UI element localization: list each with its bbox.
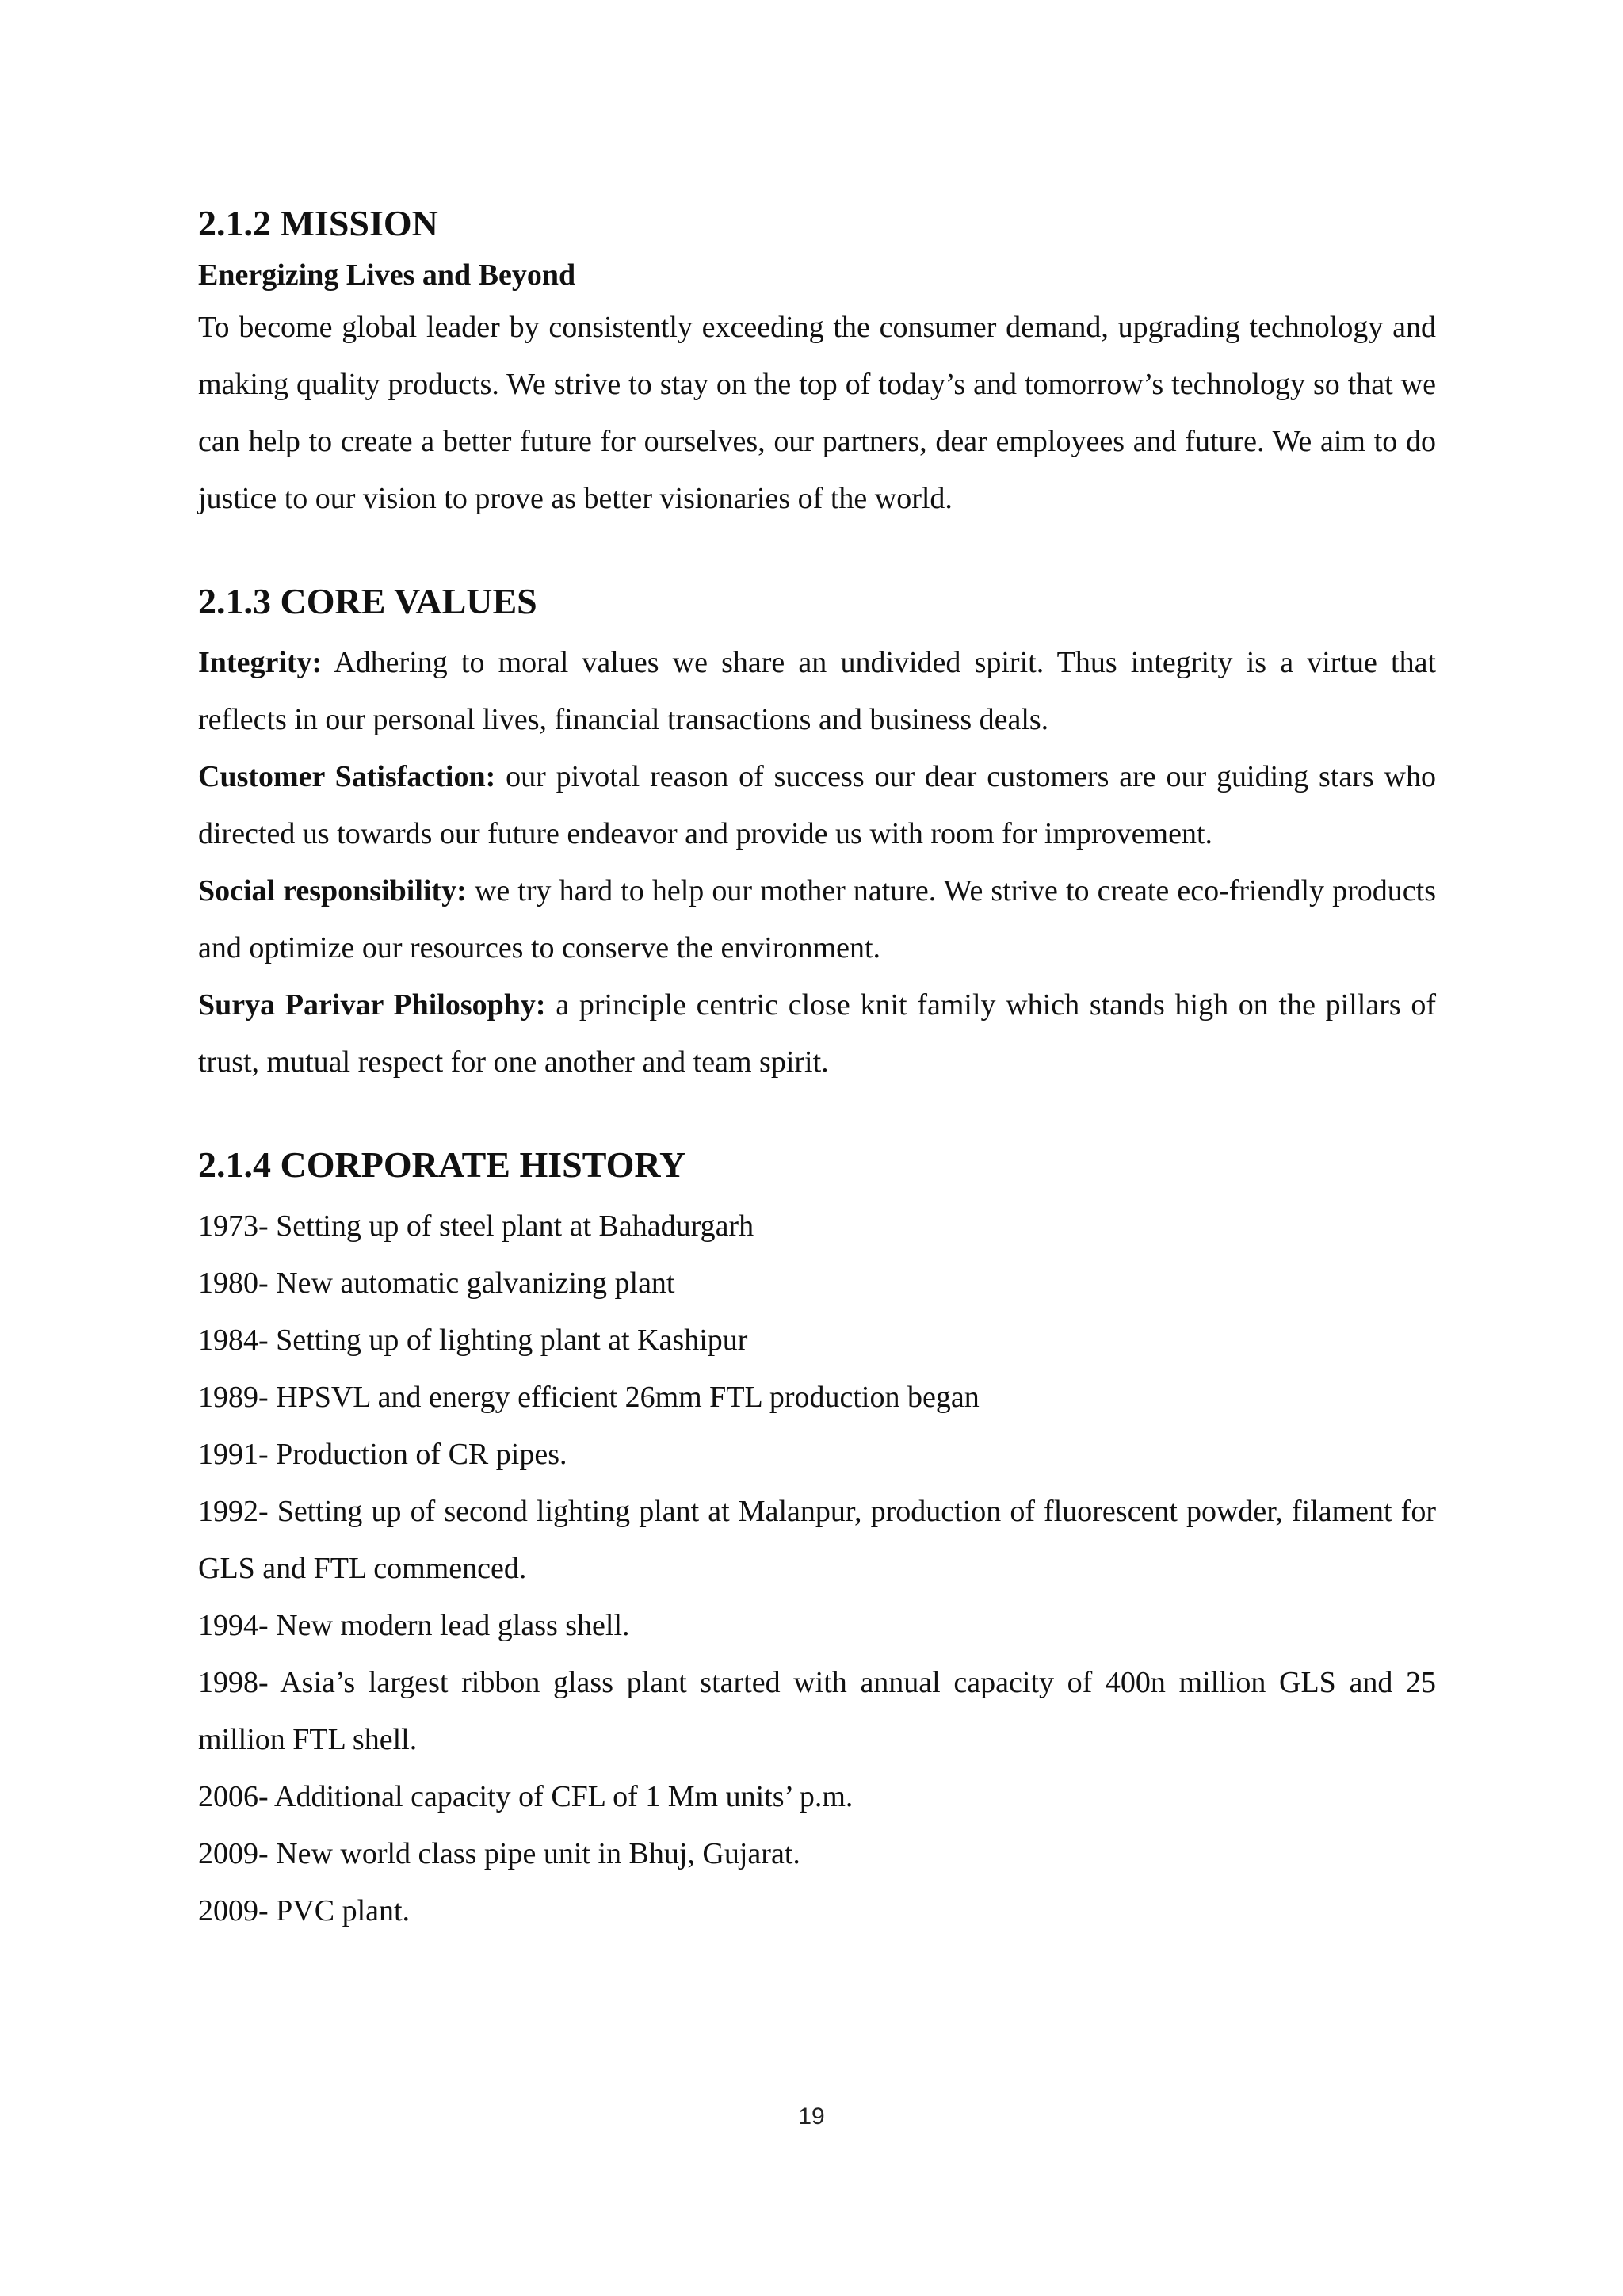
history-item: 1991- Production of CR pipes. xyxy=(198,1437,567,1471)
mission-heading: 2.1.2 MISSION xyxy=(198,203,438,243)
core-value-customer-satisfaction xyxy=(198,748,1436,862)
core-value-label: Social responsibility: xyxy=(198,873,467,907)
mission-section xyxy=(198,201,1436,527)
corporate-history-heading: 2.1.4 CORPORATE HISTORY xyxy=(198,1144,686,1185)
mission-tagline: Energizing Lives and Beyond xyxy=(198,258,576,292)
mission-paragraph: To become global leader by consistently exceeding the consumer demand, upgrading technology and making quality products. We strive to stay on the top of today’s and tomorrow’s technology so that we can help to create a better future for ourselves, our partners, dear employees and future. We aim to do justice to our vision to prove as better visionaries of the world. xyxy=(198,310,1436,515)
history-item: 1980- New automatic galvanizing plant xyxy=(198,1266,675,1300)
core-value-text: Adhering to moral values we share an undivided spirit. Thus integrity is a virtue that reflects in our personal lives, financial transactions and business deals. xyxy=(198,645,1436,736)
core-values-section xyxy=(198,579,1436,1091)
section-spacer xyxy=(198,1091,1436,1143)
history-item: 1973- Setting up of steel plant at Bahadurgarh xyxy=(198,1209,754,1243)
core-value-label: Customer Satisfaction: xyxy=(198,759,496,793)
history-item: 1998- Asia’s largest ribbon glass plant started with annual capacity of 400n million GLS and 25 million FTL shell. xyxy=(198,1665,1436,1756)
corporate-history-section xyxy=(198,1143,1436,1939)
core-value-text: a principle centric close knit family which stands high on the pillars of trust, mutual respect for one another and team spirit. xyxy=(198,988,1437,1079)
page-number: 19 xyxy=(798,2103,825,2130)
core-values-heading: 2.1.3 CORE VALUES xyxy=(198,580,537,621)
history-item: 2009- PVC plant. xyxy=(198,1893,411,1927)
history-item: 1994- New modern lead glass shell. xyxy=(198,1608,630,1642)
history-item: 1992- Setting up of second lighting plant at Malanpur, production of fluorescent powder, filament for GLS and FTL commenced. xyxy=(198,1494,1436,1585)
core-value-label: Surya Parivar Philosophy: xyxy=(198,988,546,1022)
core-value-label: Integrity: xyxy=(198,645,323,679)
core-value-text: we try hard to help our mother nature. We strive to create eco-friendly products and optimize our resources to conserve the environment. xyxy=(198,873,1436,965)
core-value-surya-parivar-philosophy xyxy=(198,976,1436,1091)
history-item: 2009- New world class pipe unit in Bhuj, Gujarat. xyxy=(198,1836,800,1870)
core-value-integrity xyxy=(198,634,1436,748)
core-value-text: our pivotal reason of success our dear customers are our guiding stars who directed us towards our future endeavor and provide us with room for improvement. xyxy=(198,759,1436,850)
history-item: 2006- Additional capacity of CFL of 1 Mm units’ p.m. xyxy=(198,1779,854,1813)
document-page xyxy=(198,190,1436,1939)
core-value-social-responsibility xyxy=(198,862,1436,976)
history-item: 1984- Setting up of lighting plant at Kashipur xyxy=(198,1323,748,1357)
section-spacer xyxy=(198,527,1436,579)
history-item: 1989- HPSVL and energy efficient 26mm FTL production began xyxy=(198,1380,980,1414)
